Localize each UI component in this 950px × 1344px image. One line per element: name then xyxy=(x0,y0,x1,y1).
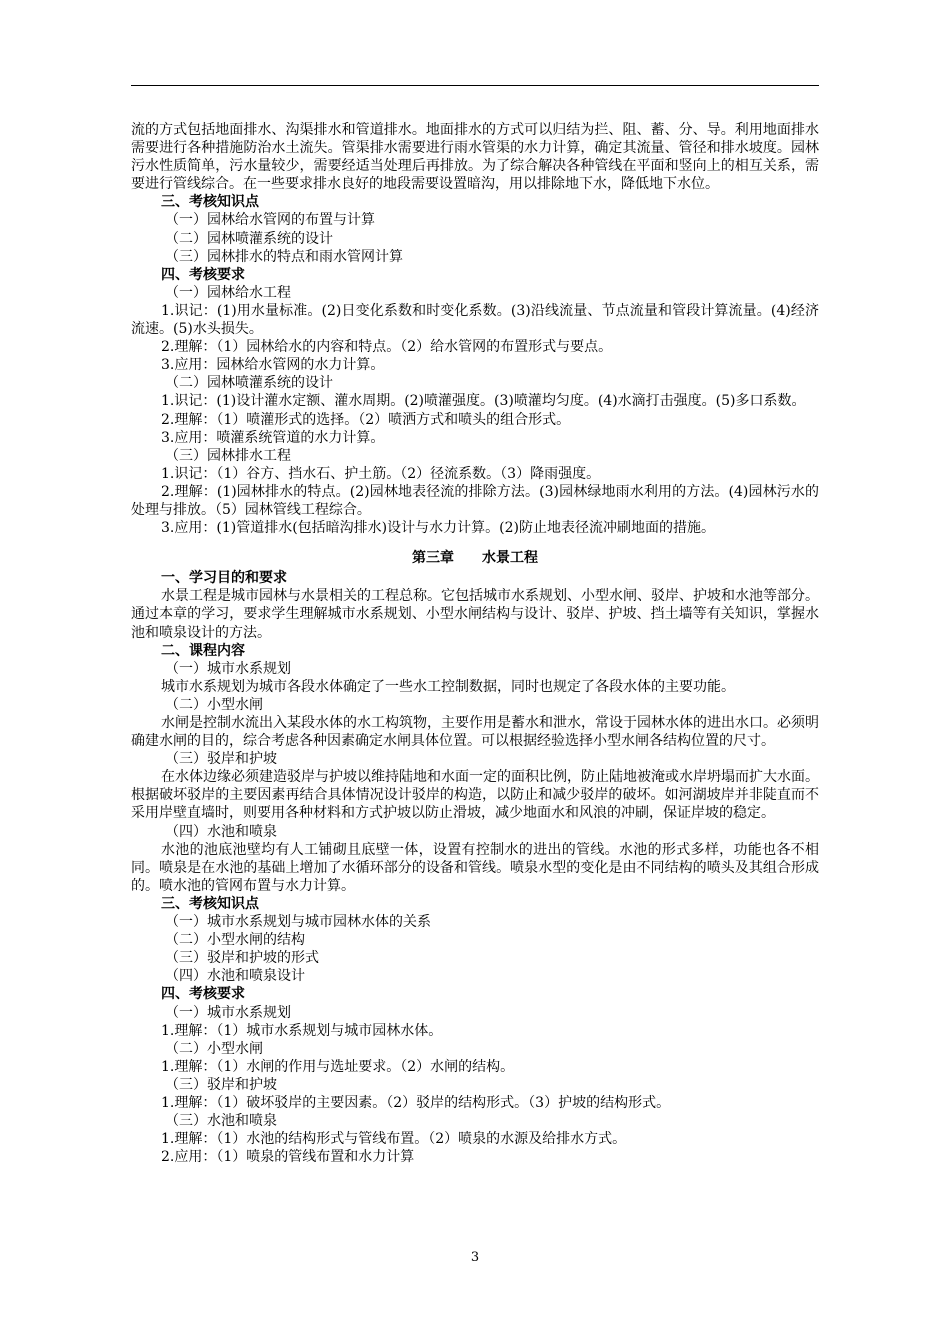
body-paragraph: 水景工程是城市园林与水景相关的工程总称。它包括城市水系规划、小型水闸、驳岸、护坡和水池等部分。通过本章的学习，要求学生理解城市水系规划、小型水闸结构与设计、驳岸、护坡、挡土墙等有关知识，掌握水池和喷泉设计的方法。 xyxy=(131,588,819,641)
list-item: 1.理解：（1）城市水系规划与城市园林水体。 xyxy=(161,1022,443,1039)
subsection-title: （二）小型水闸 xyxy=(165,696,263,713)
list-item: 3.应用：(1)管道排水(包括暗沟排水)设计与水力计算。(2)防止地表径流冲刷地面的措施。 xyxy=(161,520,715,537)
body-paragraph: 在水体边缘必须建造驳岸与护坡以维持陆地和水面一定的面积比例，防止陆地被淹或水岸坍塌而扩大水面。根据破坏驳岸的主要因素再结合具体情况设计驳岸的构造，以防止和减少驳岸的破坏。如河湖坡岸并非陡直而不采用岸壁直墙时，则要用各种材料和方式护坡以防止滑坡，减少地面水和风浪的冲刷，保证岸坡的稳定。 xyxy=(131,769,819,822)
list-item: 1.识记：(1)设计灌水定额、灌水周期。(2)喷灌强度。(3)喷灌均匀度。(4)水滴打击强度。(5)多口系数。 xyxy=(161,393,806,410)
list-item: （三）驳岸和护坡的形式 xyxy=(165,950,319,967)
list-item: 1.理解：（1）水池的结构形式与管线布置。（2）喷泉的水源及给排水方式。 xyxy=(161,1131,627,1148)
subsection-title: （三）驳岸和护坡 xyxy=(165,1076,277,1093)
subsection-title: （三）驳岸和护坡 xyxy=(165,751,277,768)
list-item: （一）城市水系规划与城市园林水体的关系 xyxy=(165,914,431,931)
list-item: （二）园林喷灌系统的设计 xyxy=(165,230,333,247)
body-paragraph: 水闸是控制水流出入某段水体的水工构筑物，主要作用是蓄水和泄水，常设于园林水体的进出水口。必须明确建水闸的目的，综合考虑各种因素确定水闸具体位置。可以根据经验选择小型水闸各结构位置的尺寸。 xyxy=(131,715,819,750)
chapter-name: 水景工程 xyxy=(482,550,538,567)
intro-paragraph: 流的方式包括地面排水、沟渠排水和管道排水。地面排水的方式可以归结为拦、阻、蓄、分、导。利用地面排水需要进行各种措施防治水土流失。管渠排水需要进行雨水管渠的水力计算，确定其流量、管径和排水坡度。园林污水性质简单，污水量较少，需要经适当处理后再排放。为了综合解决各种管线在平面和竖向上的相互关系，需要进行管线综合。在一些要求排水良好的地段需要设置暗沟，用以排除地下水，降低地下水位。 xyxy=(131,122,819,193)
list-item: 1.识记：（1）谷方、挡水石、护土筋。（2）径流系数。（3）降雨强度。 xyxy=(161,465,601,482)
list-item: 1.理解：（1）破坏驳岸的主要因素。（2）驳岸的结构形式。（3）护坡的结构形式。 xyxy=(161,1094,671,1111)
section-heading: 四、考核要求 xyxy=(161,986,245,1003)
list-item: 2.应用：（1）喷泉的管线布置和水力计算 xyxy=(161,1149,415,1166)
list-item: 2.理解：（1）园林给水的内容和特点。（2）给水管网的布置形式与要点。 xyxy=(161,339,613,356)
page-body xyxy=(131,121,819,1166)
page-number: 3 xyxy=(470,1250,480,1265)
body-paragraph: 水池的池底池壁均有人工铺砌且底壁一体，设置有控制水的进出的管线。水池的形式多样，功能也各不相同。喷泉是在水池的基础上增加了水循环部分的设备和管线。喷泉水型的变化是由不同结构的喷头及其组合形成的。喷水池的管网布置与水力计算。 xyxy=(131,841,819,894)
section-heading: 一、学习目的和要求 xyxy=(161,570,287,587)
list-item: 1.识记：(1)用水量标准。(2)日变化系数和时变化系数。(3)沿线流量、节点流量和管段计算流量。(4)经济流速。(5)水头损失。 xyxy=(131,302,819,338)
section-heading: 二、课程内容 xyxy=(161,642,245,659)
subsection-title: （二）小型水闸 xyxy=(165,1040,263,1057)
list-item: （二）小型水闸的结构 xyxy=(165,932,305,949)
body-paragraph: 城市水系规划为城市各段水体确定了一些水工控制数据，同时也规定了各段水体的主要功能。 xyxy=(161,678,735,695)
subsection-title: （一）城市水系规划 xyxy=(165,1004,291,1021)
list-item: 2.理解：(1)园林排水的特点。(2)园林地表径流的排除方法。(3)园林绿地雨水利用的方法。(4)园林污水的处理与排放。（5）园林管线工程综合。 xyxy=(131,483,819,518)
list-item: （三）园林排水的特点和雨水管网计算 xyxy=(165,248,403,265)
subsection-title: （一）园林给水工程 xyxy=(165,284,291,301)
chapter-number: 第三章 xyxy=(412,550,454,567)
subsection-title: （二）园林喷灌系统的设计 xyxy=(165,375,333,392)
section-heading: 三、考核知识点 xyxy=(161,895,259,912)
list-item: 2.理解：（1）喷灌形式的选择。（2）喷洒方式和喷头的组合形式。 xyxy=(161,411,571,428)
section-heading: 三、考核知识点 xyxy=(161,194,259,211)
list-item: （四）水池和喷泉设计 xyxy=(165,968,305,985)
subsection-title: （一）城市水系规划 xyxy=(165,660,291,677)
subsection-title: （三）水池和喷泉 xyxy=(165,1113,277,1130)
list-item: 1.理解：（1）水闸的作用与选址要求。（2）水闸的结构。 xyxy=(161,1058,515,1075)
list-item: 3.应用：园林给水管网的水力计算。 xyxy=(161,357,385,374)
subsection-title: （三）园林排水工程 xyxy=(165,447,291,464)
section-heading: 四、考核要求 xyxy=(161,266,245,283)
subsection-title: （四）水池和喷泉 xyxy=(165,823,277,840)
list-item: （一）园林给水管网的布置与计算 xyxy=(165,212,375,229)
list-item: 3.应用：喷灌系统管道的水力计算。 xyxy=(161,429,385,446)
chapter-title xyxy=(131,549,819,567)
header-rule xyxy=(131,85,819,86)
